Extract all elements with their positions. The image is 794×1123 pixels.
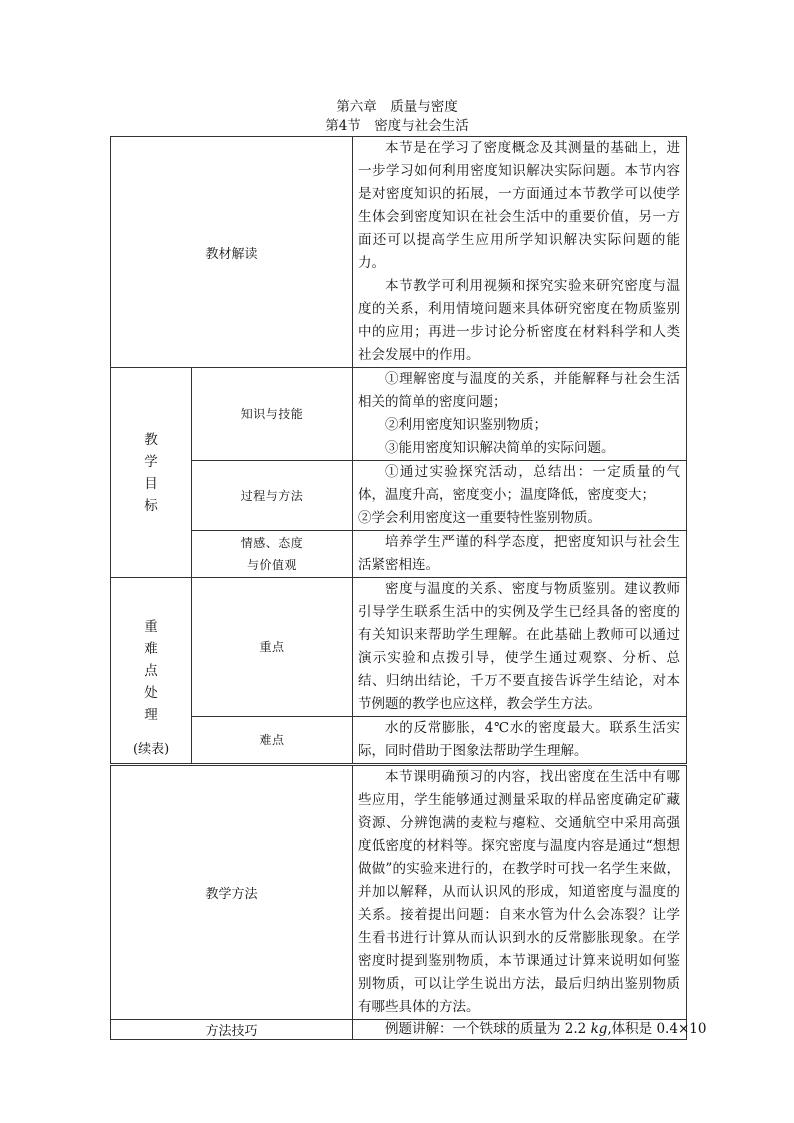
jiaocai-label: 教材解读 xyxy=(111,137,353,368)
chapter-title: 第六章 质量与密度 xyxy=(336,99,458,115)
guocheng-label: 过程与方法 xyxy=(192,461,353,531)
mubiao-label: 教 学 目 标 xyxy=(111,368,192,578)
table-row-zhongdian xyxy=(111,578,687,717)
zhongdian-label: 重点 xyxy=(192,578,353,717)
jiqiao-label: 方法技巧 xyxy=(111,1020,353,1040)
table-row-jiaocai xyxy=(111,137,687,368)
jiaocai-paragraph-2: 本节教学可利用视频和探究实验来研究密度与温度的关系，利用情境问题来具体研究密度在物质鉴别中的应用；再进一步讨论分析密度在材料科学和人类社会发展中的作用。 xyxy=(358,278,681,363)
table-row-zhishi xyxy=(111,368,687,461)
table-row-guocheng xyxy=(111,461,687,531)
nandian-content: 水的反常膨胀，4℃水的密度最大。联系生活实际，同时借助于图象法帮助学生理解。 xyxy=(353,717,687,764)
table-row-jiqiao xyxy=(111,1020,687,1040)
jiaocai-paragraph-1: 本节是在学习了密度概念及其测量的基础上，进一步学习如何利用密度知识解决实际问题。本节内容是对密度知识的拓展，一方面通过本节教学可以使学生体会到密度知识在社会生活中的重要价值，另一方面还可以提高学生应用所学知识解决实际问题的能力。 xyxy=(358,140,681,271)
jiaocai-content xyxy=(353,137,687,368)
table-row-nandian xyxy=(111,717,687,764)
zhongnan-label: 重 难 点 处 理 xyxy=(111,578,192,764)
fangfa-label: 教学方法 xyxy=(111,766,353,1020)
table-row-qinggan xyxy=(111,531,687,578)
lesson-plan-table xyxy=(110,136,687,764)
nandian-label: 难点 xyxy=(192,717,353,764)
table-row-fangfa xyxy=(111,766,687,1020)
section-title: 第4节 密度与社会生活 xyxy=(325,118,469,134)
zhishi-content: ①理解密度与温度的关系，并能解释与社会生活相关的简单的密度问题； ②利用密度知识鉴别物质； ③能用密度知识解决简单的实际问题。 xyxy=(353,368,687,461)
zhongdian-content: 密度与温度的关系、密度与物质鉴别。建议教师引导学生联系生活中的实例及学生已经具备的密度的有关知识来帮助学生理解。在此基础上教师可以通过演示实验和点拨引导，使学生通过观察、分析、总结、归纳出结论，千万不要直接告诉学生结论，对本节例题的教学也应这样，教会学生方法。 xyxy=(353,578,687,717)
lesson-plan-table-continued xyxy=(110,765,707,1040)
jiqiao-content: 例题讲解：一个铁球的质量为 2.2 kg,体积是 0.4×10 xyxy=(353,1020,687,1040)
guocheng-content: ①通过实验探究活动，总结出：一定质量的气体，温度升高，密度变小；温度降低，密度变大； ②学会利用密度这一重要特性鉴别物质。 xyxy=(353,461,687,531)
qinggan-content: 培养学生严谨的科学态度，把密度知识与社会生活紧密相连。 xyxy=(353,531,687,578)
fangfa-content: 本节课明确预习的内容，找出密度在生活中有哪些应用，学生能够通过测量采取的样品密度确定矿藏资源、分辨饱满的麦粒与瘪粒、交通航空中采用高强度低密度的材料等。探究密度与温度内容是通过“想想做做”的实验来进行的，在教学时可找一名学生来做，并加以解释，从而认识风的形成，知道密度与温度的关系。接着提出问题：自来水管为什么会冻裂？让学生看书进行计算从而认识到水的反常膨胀现象。在学密度时提到鉴别物质，本节课通过计算来说明如何鉴别物质，可以让学生说出方法，最后归纳出鉴别物质有哪些具体的方法。 xyxy=(353,766,687,1020)
zhishi-label: 知识与技能 xyxy=(192,368,353,461)
continued-note: (续表) xyxy=(133,742,170,757)
qinggan-label: 情感、态度 与价值观 xyxy=(192,531,353,578)
